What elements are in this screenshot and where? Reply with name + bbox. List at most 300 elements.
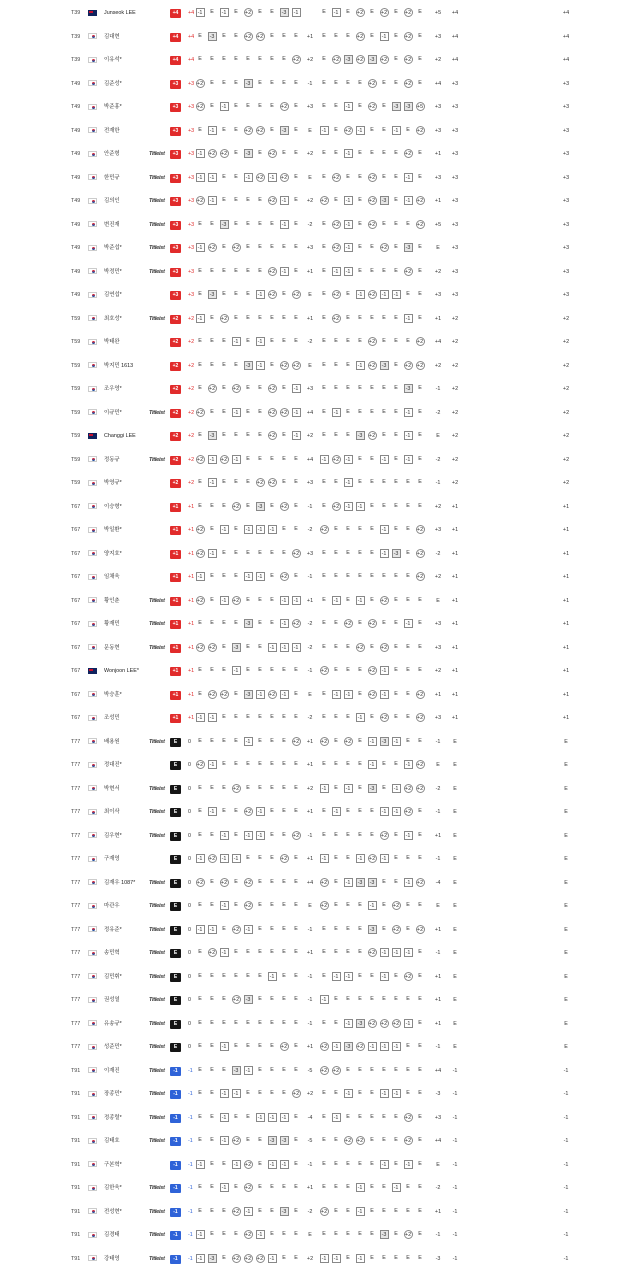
korea-flag-icon (88, 284, 97, 308)
table-row[interactable] (0, 378, 640, 402)
table-row[interactable] (0, 989, 640, 1013)
player-name[interactable]: 임채욱 (104, 574, 120, 580)
player-name[interactable]: 박영규* (104, 480, 122, 486)
hole-14-score-mark: +2 (368, 104, 376, 111)
hole-11-score (330, 96, 342, 120)
hole-15-score (378, 237, 390, 261)
hole-15-score-mark: E (382, 878, 386, 885)
hole-11-score-mark: E (334, 831, 338, 838)
hole-8-score-mark: E (282, 878, 286, 885)
hole-18-score-mark: E (418, 1137, 422, 1144)
hole-13-score-mark: E (358, 784, 362, 791)
hole-10-score (318, 2, 330, 26)
hole-15-score (378, 167, 390, 191)
player-name[interactable]: 이유석* (104, 57, 122, 63)
hole-13-score-mark: E (358, 737, 362, 744)
hole-11-score-mark: E (334, 150, 338, 157)
hole-4-score (230, 1177, 242, 1201)
hole-17-score-mark: -1 (404, 173, 413, 182)
table-row[interactable] (0, 425, 640, 449)
player-name[interactable]: 김태호 (104, 1138, 120, 1144)
hole-1-score-mark: E (198, 1137, 202, 1144)
hole-8-score (278, 261, 290, 285)
table-row[interactable] (0, 1248, 640, 1272)
hole-18-score (414, 966, 426, 990)
hole-10-score (318, 966, 330, 990)
score-badge: +4 (170, 33, 181, 42)
hole-12-score (342, 308, 354, 332)
hole-6-score (254, 590, 266, 614)
table-row[interactable] (0, 1130, 640, 1154)
table-row[interactable] (0, 825, 640, 849)
hole-15-score (378, 73, 390, 97)
table-row[interactable] (0, 143, 640, 167)
player-name[interactable]: 황인춘 (104, 597, 120, 604)
hole-8-score (278, 2, 290, 26)
hole-17-score (402, 355, 414, 379)
today-score: 0 (188, 1020, 191, 1027)
hole-10-score-mark: E (322, 808, 326, 815)
hole-14-score-mark: E (370, 267, 374, 274)
hole-10-score (318, 120, 330, 144)
hole-12-score (342, 1130, 354, 1154)
out-total: +1 (306, 738, 314, 745)
table-row[interactable] (0, 1154, 640, 1178)
hole-14-score-mark: E (370, 126, 374, 133)
player-name[interactable]: 김의인 (104, 198, 120, 204)
hole-2-score-mark: E (210, 737, 214, 744)
hole-7-score (266, 543, 278, 567)
player-name[interactable]: Junseok LEE (104, 10, 136, 16)
table-row[interactable] (0, 637, 640, 661)
hole-18-score-mark: E (418, 1090, 422, 1097)
hole-12-score (342, 472, 354, 496)
hole-4-score-mark: E (234, 526, 238, 533)
hole-17-score-mark: +2 (404, 10, 412, 17)
round-total: E (453, 973, 457, 980)
hole-9-score (290, 848, 302, 872)
hole-7-score-mark: -1 (268, 525, 277, 534)
hole-2-score (206, 684, 218, 708)
round-total: +4 (451, 57, 459, 63)
player-name[interactable]: 조성민 (104, 715, 120, 721)
hole-12-score-mark: E (346, 855, 350, 862)
hole-11-score-mark: -1 (332, 267, 341, 276)
out-total: -1 (307, 668, 313, 674)
overall-total: +2 (562, 315, 570, 322)
hole-12-score (342, 684, 354, 708)
hole-3-score-mark: E (222, 338, 226, 345)
player-name[interactable]: 최호성* (104, 315, 122, 322)
hole-13-score-mark: E (358, 549, 362, 556)
position-label: T67 (71, 621, 81, 627)
table-row[interactable] (0, 519, 640, 543)
player-name[interactable]: 강태영 (104, 1255, 120, 1262)
table-row[interactable] (0, 402, 640, 426)
hole-16-score (390, 637, 402, 661)
table-row[interactable] (0, 214, 640, 238)
player-name[interactable]: 이승형* (104, 503, 122, 510)
score-badge: +2 (170, 479, 181, 488)
player-name[interactable]: 이재진 (104, 1067, 120, 1074)
hole-18-score (414, 825, 426, 849)
hole-16-score-mark: E (394, 1113, 398, 1120)
hole-3-score-mark: -1 (220, 854, 229, 863)
hole-11-score (330, 872, 342, 896)
hole-7-score-mark: E (270, 361, 274, 368)
hole-7-score-mark: E (270, 9, 274, 16)
hole-10-score-mark: E (322, 173, 326, 180)
hole-16-score (390, 848, 402, 872)
hole-6-score (254, 472, 266, 496)
table-row[interactable] (0, 919, 640, 943)
out-total: E (308, 362, 312, 369)
hole-17-score (402, 519, 414, 543)
player-name[interactable]: 박준섭* (104, 245, 122, 251)
hole-18-score (414, 1248, 426, 1272)
hole-1-score-mark: +2 (196, 80, 204, 87)
sponsor-logo: Titleist (149, 1091, 165, 1097)
table-row[interactable] (0, 660, 640, 684)
player-name[interactable]: 김연섭* (104, 292, 122, 298)
hole-7-score (266, 1060, 278, 1084)
hole-15-score (378, 378, 390, 402)
table-row[interactable] (0, 942, 640, 966)
overall-total: +1 (562, 503, 570, 510)
table-row[interactable] (0, 73, 640, 97)
hole-13-score (354, 378, 366, 402)
hole-14-score (366, 754, 378, 778)
hole-4-score (230, 1036, 242, 1060)
hole-15-score-mark: +2 (380, 597, 388, 604)
player-name[interactable]: 장종민* (104, 1091, 122, 1097)
hole-14-score (366, 1154, 378, 1178)
table-row[interactable] (0, 2, 640, 26)
in-total: -1 (435, 386, 441, 392)
overall-total: -1 (563, 1161, 569, 1168)
hole-7-score (266, 660, 278, 684)
hole-4-score (230, 425, 242, 449)
table-row[interactable] (0, 331, 640, 355)
hole-11-score (330, 402, 342, 426)
hole-8-score-mark: -1 (280, 196, 289, 205)
hole-4-score (230, 26, 242, 50)
player-name[interactable]: 박승훈* (104, 691, 122, 698)
table-row[interactable] (0, 566, 640, 590)
hole-17-score-mark: E (406, 549, 410, 556)
player-name[interactable]: 전성현* (104, 1208, 122, 1215)
player-name[interactable]: 박일환* (104, 527, 122, 533)
player-name[interactable]: 구본혁* (104, 1161, 122, 1168)
player-name[interactable]: 박정민* (104, 268, 122, 275)
hole-5-score (242, 637, 254, 661)
hole-4-score (230, 1154, 242, 1178)
player-name[interactable]: 양지호* (104, 550, 122, 557)
hole-17-score (402, 825, 414, 849)
table-row[interactable] (0, 707, 640, 731)
hole-17-score-mark: E (406, 126, 410, 133)
hole-15-score (378, 778, 390, 802)
player-name[interactable]: 김대현 (104, 33, 120, 40)
player-name[interactable]: 송민혁 (104, 950, 120, 956)
hole-17-score-mark: E (406, 1184, 410, 1191)
player-name[interactable]: 박지민 1613 (104, 362, 134, 369)
table-row[interactable] (0, 872, 640, 896)
hole-17-score-mark: -3 (404, 243, 413, 252)
table-row[interactable] (0, 355, 640, 379)
hole-17-score (402, 237, 414, 261)
hole-13-score-mark: -3 (356, 1019, 365, 1028)
hole-7-score-mark: E (270, 714, 274, 721)
player-name[interactable]: 정유준* (104, 926, 122, 933)
hole-18-score-mark: E (418, 479, 422, 486)
player-name[interactable]: 박현서 (104, 785, 120, 792)
player-name[interactable]: 김경태 (104, 1232, 120, 1238)
hole-17-score (402, 778, 414, 802)
hole-18-score (414, 707, 426, 731)
round-total: -1 (452, 1138, 458, 1144)
table-row[interactable] (0, 895, 640, 919)
hole-18-score-mark: E (418, 1019, 422, 1026)
overall-total: E (564, 785, 568, 792)
round-total: +1 (451, 550, 459, 557)
player-name[interactable]: 유송규* (104, 1020, 122, 1027)
table-row[interactable] (0, 49, 640, 73)
hole-16-score-mark: E (394, 220, 398, 227)
table-row[interactable] (0, 1013, 640, 1037)
hole-17-score-mark: E (406, 1207, 410, 1214)
player-name[interactable]: 전재한 (104, 127, 120, 134)
hole-5-score-mark: -1 (244, 737, 253, 746)
hole-1-score-mark: E (198, 385, 202, 392)
table-row[interactable] (0, 590, 640, 614)
hole-11-score-mark: E (334, 103, 338, 110)
hole-12-score (342, 237, 354, 261)
score-badge: +3 (170, 197, 181, 206)
hole-2-score-mark: E (210, 620, 214, 627)
hole-14-score-mark: E (370, 1066, 374, 1073)
table-row[interactable] (0, 1224, 640, 1248)
player-name[interactable]: 박준홍* (104, 104, 122, 110)
table-row[interactable] (0, 1201, 640, 1225)
player-name[interactable]: 변진재 (104, 221, 120, 228)
hole-11-score (330, 261, 342, 285)
hole-10-score (318, 684, 330, 708)
overall-total: +3 (562, 80, 570, 87)
player-name[interactable]: 정동규 (104, 456, 120, 463)
table-row[interactable] (0, 848, 640, 872)
hole-5-score-mark: E (246, 455, 250, 462)
player-name[interactable]: 이규민* (104, 409, 122, 416)
hole-7-score-mark: -1 (268, 1113, 277, 1122)
hole-12-score (342, 73, 354, 97)
hole-13-score (354, 496, 366, 520)
hole-8-score-mark: -1 (280, 1113, 289, 1122)
hole-13-score (354, 284, 366, 308)
player-name[interactable]: 최이삭 (104, 809, 120, 815)
hole-14-score (366, 425, 378, 449)
hole-17-score (402, 1036, 414, 1060)
player-name[interactable]: 박태완 (104, 339, 120, 345)
player-name[interactable]: 안준형 (104, 151, 120, 157)
table-row[interactable] (0, 308, 640, 332)
hole-18-score (414, 1154, 426, 1178)
hole-11-score (330, 143, 342, 167)
hole-17-score (402, 637, 414, 661)
table-row[interactable] (0, 167, 640, 191)
hole-8-score (278, 1107, 290, 1131)
table-row[interactable] (0, 731, 640, 755)
hole-3-score (218, 472, 230, 496)
hole-6-score (254, 1248, 266, 1272)
player-name[interactable]: Wonjoon LEE* (104, 668, 139, 674)
player-name[interactable]: 김준성* (104, 80, 122, 87)
hole-11-score (330, 778, 342, 802)
hole-6-score-mark: -1 (256, 831, 265, 840)
table-row[interactable] (0, 472, 640, 496)
table-row[interactable] (0, 96, 640, 120)
hole-17-score-mark: +2 (404, 785, 412, 792)
hole-11-score (330, 1036, 342, 1060)
overall-total: +3 (562, 292, 570, 298)
player-name[interactable]: 조우영* (104, 386, 122, 392)
hole-12-score (342, 566, 354, 590)
player-name[interactable]: 배용원 (104, 738, 120, 745)
hole-2-score-mark: E (210, 502, 214, 509)
table-row[interactable] (0, 754, 640, 778)
player-name[interactable]: 구재영 (104, 856, 120, 862)
hole-6-score-mark: E (258, 79, 262, 86)
round-total: +1 (451, 668, 459, 674)
table-row[interactable] (0, 1107, 640, 1131)
table-row[interactable] (0, 237, 640, 261)
hole-3-score (218, 1060, 230, 1084)
sponsor-logo: Titleist (149, 1255, 165, 1262)
player-name[interactable]: 황재민 (104, 621, 120, 627)
hole-1-score-mark: +2 (196, 198, 204, 205)
hole-3-score (218, 331, 230, 355)
table-row[interactable] (0, 778, 640, 802)
table-row[interactable] (0, 613, 640, 637)
overall-total: +2 (562, 433, 570, 439)
hole-9-score-mark: E (294, 103, 298, 110)
table-row[interactable] (0, 543, 640, 567)
hole-18-score (414, 96, 426, 120)
hole-4-score-mark: -1 (232, 666, 241, 675)
hole-9-score-mark: +2 (292, 738, 300, 745)
player-name[interactable]: 한민규 (104, 174, 120, 181)
hole-3-score-mark: E (222, 1254, 226, 1261)
hole-5-score-mark: -3 (244, 690, 253, 699)
table-row[interactable] (0, 1060, 640, 1084)
hole-9-score-mark: E (294, 173, 298, 180)
player-name[interactable]: 김재우 1087* (104, 879, 136, 886)
hole-3-score (218, 872, 230, 896)
hole-11-score-mark: E (334, 385, 338, 392)
hole-11-score (330, 26, 342, 50)
out-total: +2 (306, 57, 314, 63)
hole-13-score (354, 942, 366, 966)
hole-17-score-mark: E (406, 737, 410, 744)
hole-5-score (242, 848, 254, 872)
hole-8-score (278, 872, 290, 896)
hole-4-score-mark: E (234, 479, 238, 486)
hole-13-score-mark: E (358, 79, 362, 86)
hole-1-score (194, 331, 206, 355)
out-total: -1 (307, 997, 313, 1003)
hole-8-score-mark: +2 (280, 174, 288, 181)
hole-8-score (278, 919, 290, 943)
hole-5-score-mark: E (246, 291, 250, 298)
hole-2-score-mark: E (210, 408, 214, 415)
hole-11-score-mark: E (334, 1231, 338, 1238)
player-name[interactable]: 성준민* (104, 1044, 122, 1050)
table-row[interactable] (0, 261, 640, 285)
hole-7-score (266, 684, 278, 708)
player-name[interactable]: Changgi LEE (104, 433, 136, 439)
hole-1-score-mark: -1 (196, 925, 205, 934)
hole-13-score-mark: +2 (356, 57, 364, 64)
hole-18-score (414, 26, 426, 50)
overall-total: -1 (563, 1255, 569, 1262)
player-name[interactable]: 김민휘* (104, 973, 122, 980)
hole-4-score (230, 613, 242, 637)
hole-16-score-mark: E (394, 1207, 398, 1214)
table-row[interactable] (0, 684, 640, 708)
hole-15-score-mark: -1 (380, 525, 389, 534)
hole-18-score-mark: E (418, 79, 422, 86)
hole-3-score (218, 1177, 230, 1201)
hole-5-score-mark: +2 (244, 127, 252, 134)
out-total: -2 (307, 621, 313, 627)
hole-4-score-mark: E (234, 1184, 238, 1191)
hole-16-score-mark: E (394, 79, 398, 86)
position-label: T77 (71, 997, 81, 1003)
hole-9-score (290, 96, 302, 120)
player-name[interactable]: 정대진* (104, 762, 122, 768)
player-name[interactable]: 김한욱* (104, 1185, 122, 1191)
hole-6-score-mark: E (258, 925, 262, 932)
player-name[interactable]: 마관우 (104, 903, 120, 909)
table-row[interactable] (0, 26, 640, 50)
table-row[interactable] (0, 120, 640, 144)
hole-17-score-mark: E (406, 855, 410, 862)
player-name[interactable]: 정종렬* (104, 1114, 122, 1121)
hole-15-score (378, 425, 390, 449)
table-row[interactable] (0, 449, 640, 473)
table-row[interactable] (0, 1036, 640, 1060)
hole-3-score (218, 637, 230, 661)
in-total: +3 (434, 644, 442, 651)
player-name[interactable]: 김우현* (104, 832, 122, 839)
table-row[interactable] (0, 1177, 640, 1201)
table-row[interactable] (0, 1083, 640, 1107)
table-row[interactable] (0, 801, 640, 825)
hole-14-score-mark: -1 (368, 737, 377, 746)
hole-7-score (266, 754, 278, 778)
hole-1-score-mark: E (198, 808, 202, 815)
hole-11-score-mark: E (334, 643, 338, 650)
hole-9-score-mark: E (294, 314, 298, 321)
player-name[interactable]: 권성열 (104, 997, 120, 1003)
table-row[interactable] (0, 284, 640, 308)
table-row[interactable] (0, 190, 640, 214)
korea-flag-icon (88, 919, 97, 943)
player-name[interactable]: 문동현 (104, 644, 120, 651)
hole-12-score (342, 778, 354, 802)
table-row[interactable] (0, 966, 640, 990)
table-row[interactable] (0, 496, 640, 520)
